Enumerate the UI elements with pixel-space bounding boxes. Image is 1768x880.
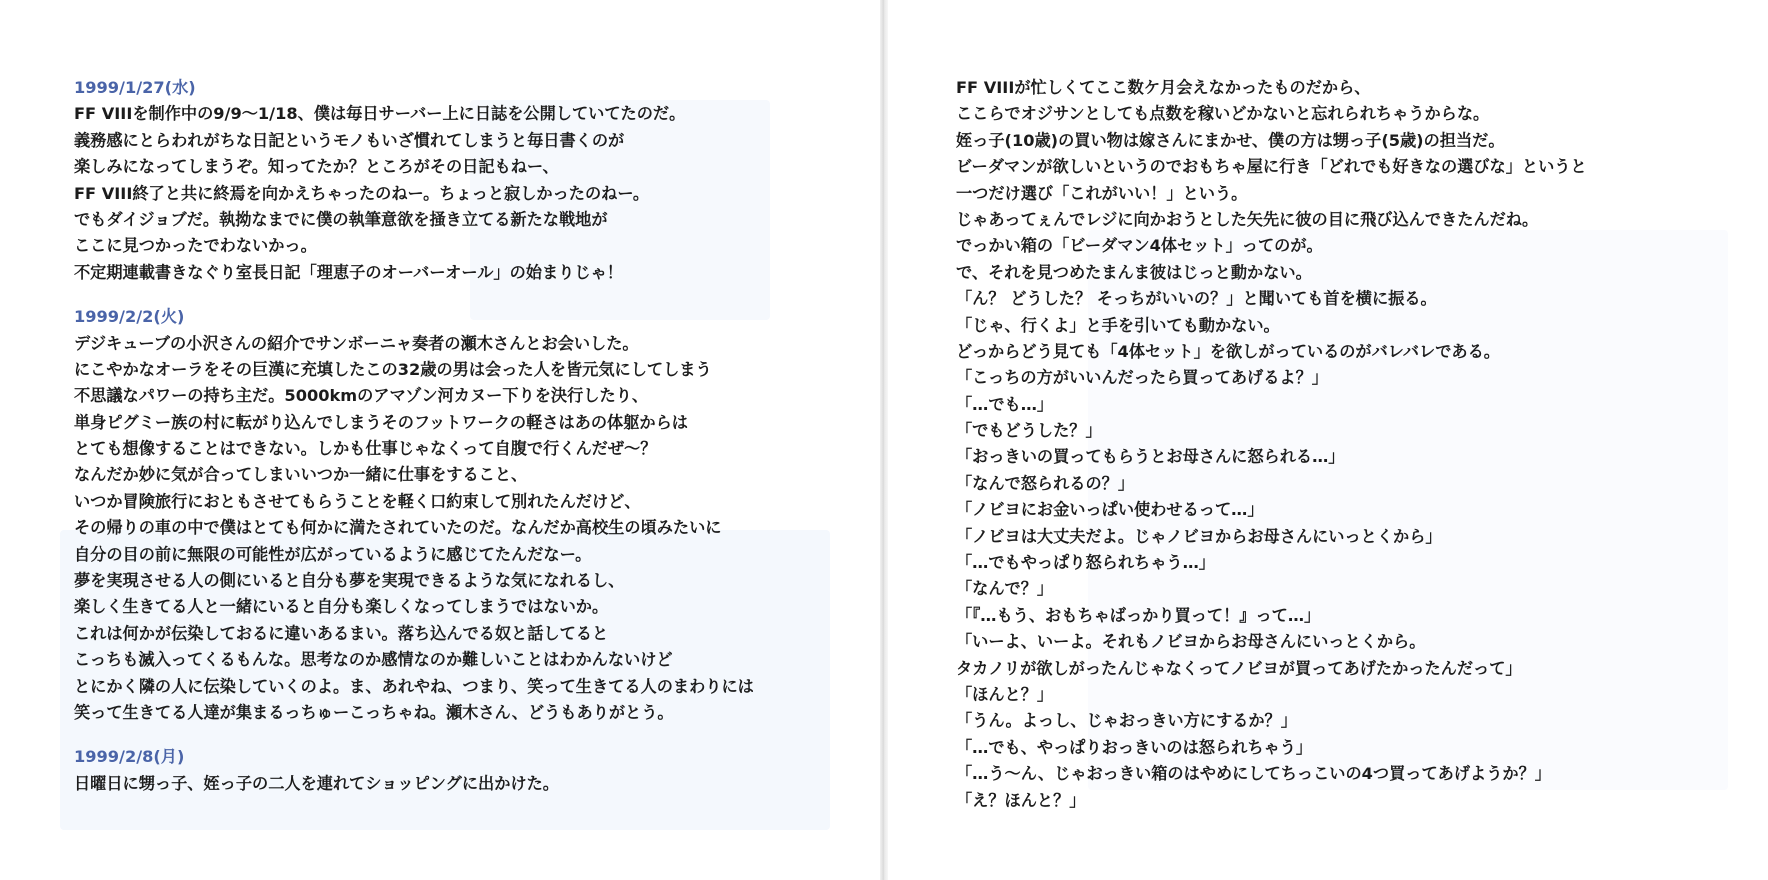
text-line: でもダイジョブだ。執拗なまでに僕の執筆意欲を掻き立てる新たな戦地が [74, 209, 608, 229]
text-line: 楽しみになってしまうぞ。知ってたか？ところがその日記もねー、 [74, 157, 559, 177]
text-line: 「ん？ どうした？ そっちがいいの？」と聞いても首を横に振る。 [956, 289, 1437, 309]
left-page-text [74, 75, 874, 815]
text-line: 「…でも、やっぱりおっきいのは怒られちゃう」 [956, 737, 1313, 757]
diary-entry [74, 304, 874, 726]
text-line: でっかい箱の「ビーダマン4体セット」ってのが。 [956, 236, 1323, 256]
text-line: 一つだけ選び「これがいい！」という。 [956, 183, 1248, 203]
text-line: タカノリが欲しがったんじゃなくってノビヨが買ってあげたかったんだって」 [956, 658, 1522, 678]
text-line: 笑って生きてる人達が集まるっちゅーこっちゃね。瀬木さん、どうもありがとう。 [74, 702, 674, 722]
entry-date: 1999/1/27(水) [74, 78, 196, 97]
text-line: 「ノビヨにお金いっぱい使わせるって…」 [956, 500, 1264, 520]
right-page-text [956, 75, 1756, 814]
text-line: 「なんで怒られるの？」 [956, 473, 1135, 493]
text-line: 「こっちの方がいいんだったら買ってあげるよ？」 [956, 368, 1328, 388]
text-line: とにかく隣の人に伝染していくのよ。ま、あれやね、つまり、笑って生きてる人のまわりには [74, 676, 754, 696]
text-line: 「ノビヨは大丈夫だよ。じゃノビヨからお母さんにいっとくから」 [956, 526, 1442, 546]
text-line: じゃあってぇんでレジに向かおうとした矢先に彼の目に飛び込んできたんだね。 [956, 209, 1539, 229]
text-line: 自分の目の前に無限の可能性が広がっているように感じてたんだなー。 [74, 544, 592, 564]
text-line: 楽しく生きてる人と一緒にいると自分も楽しくなってしまうではないか。 [74, 597, 609, 617]
text-line: こっちも滅入ってくるもんな。思考なのか感情なのか難しいことはわかんないけど [74, 650, 673, 670]
text-line: 「なんで？」 [956, 579, 1054, 599]
text-line: デジキューブの小沢さんの紹介でサンボーニャ奏者の瀬木さんとお会いした。 [74, 333, 639, 353]
text-line: 「…う～ん、じゃおっきい箱のはやめにしてちっこいの4つ買ってあげようか？」 [956, 764, 1551, 784]
left-page [0, 0, 880, 880]
text-line: 不定期連載書きなぐり室長日記「理恵子のオーバーオール」の始まりじゃ！ [74, 262, 623, 282]
text-line: これは何かが伝染しておるに違いあるまい。落ち込んでる奴と話してると [74, 623, 609, 643]
text-line: 「…でもやっぱり怒られちゃう…」 [956, 553, 1215, 573]
text-line: その帰りの車の中で僕はとても何かに満たされていたのだ。なんだか高校生の頃みたいに [74, 518, 722, 538]
text-line: とても想像することはできない。しかも仕事じゃなくって自腹で行くんだぜ～？ [74, 439, 657, 459]
text-line: 義務感にとらわれがちな日記というモノもいざ慣れてしまうと毎日書くのが [74, 130, 625, 150]
text-line: ここらでオジサンとしても点数を稼いどかないと忘れられちゃうからな。 [956, 104, 1490, 124]
page-gutter [880, 0, 888, 880]
text-line: どっからどう見ても「4体セット」を欲しがっているのがバレバレである。 [956, 341, 1500, 361]
text-line: いつか冒険旅行におともさせてもらうことを軽く口約束して別れたんだけど、 [74, 491, 641, 511]
text-line: で、それを見つめたまんま彼はじっと動かない。 [956, 262, 1312, 282]
diary-entry [74, 744, 874, 797]
text-line: 「え？ほんと？」 [956, 790, 1086, 810]
right-page [888, 0, 1768, 880]
text-line: にこやかなオーラをその巨漢に充填したこの32歳の男は会った人を皆元気にしてしまう [74, 359, 712, 379]
text-line: 「うん。よっし、じゃおっきい方にするか？」 [956, 711, 1297, 731]
text-line: 夢を実現させる人の側にいると自分も夢を実現できるような気になれるし、 [74, 571, 625, 591]
text-line: 「いーよ、いーよ。それもノビヨからお母さんにいっとくから。 [956, 632, 1426, 652]
text-line: 姪っ子(10歳)の買い物は嫁さんにまかせ、僕の方は甥っ子(5歳)の担当だ。 [956, 130, 1505, 150]
text-line: 「でもどうした？」 [956, 421, 1102, 441]
text-line: 単身ピグミー族の村に転がり込んでしまうそのフットワークの軽さはあの体躯からは [74, 412, 688, 432]
text-line: 「ほんと？」 [956, 684, 1054, 704]
text-line: FF VIIIを制作中の9/9～1/18、僕は毎日サーバー上に日誌を公開していてたのだ。 [74, 104, 686, 124]
entry-date: 1999/2/2(火) [74, 307, 185, 327]
text-line: FF VIIIが忙しくてここ数ケ月会えなかったものだから、 [956, 78, 1371, 97]
entry-date: 1999/2/8(月) [74, 747, 185, 767]
text-line: 「…でも…」 [956, 394, 1054, 414]
text-line: 日曜日に甥っ子、姪っ子の二人を連れてショッピングに出かけた。 [74, 773, 559, 793]
text-line: なんだか妙に気が合ってしまいいつか一緒に仕事をすること、 [74, 465, 528, 485]
text-line: 不思議なパワーの持ち主だ。5000kmのアマゾン河カヌー下りを決行したり、 [74, 386, 649, 406]
text-line: 「じゃ、行くよ」と手を引いても動かない。 [956, 315, 1280, 335]
diary-entry [74, 75, 874, 286]
text-line: 「『…もう、おもちゃばっかり買って！』って…」 [956, 605, 1321, 625]
text-line: ビーダマンが欲しいというのでおもちゃ屋に行き「どれでも好きなの選びな」というと [956, 157, 1587, 177]
text-line: 「おっきいの買ってもらうとお母さんに怒られる…」 [956, 447, 1345, 467]
text-line: FF VIII終了と共に終焉を向かえちゃったのねー。ちょっと寂しかったのねー。 [74, 183, 650, 203]
text-line: ここに見つかったでわないかっ。 [74, 236, 317, 256]
